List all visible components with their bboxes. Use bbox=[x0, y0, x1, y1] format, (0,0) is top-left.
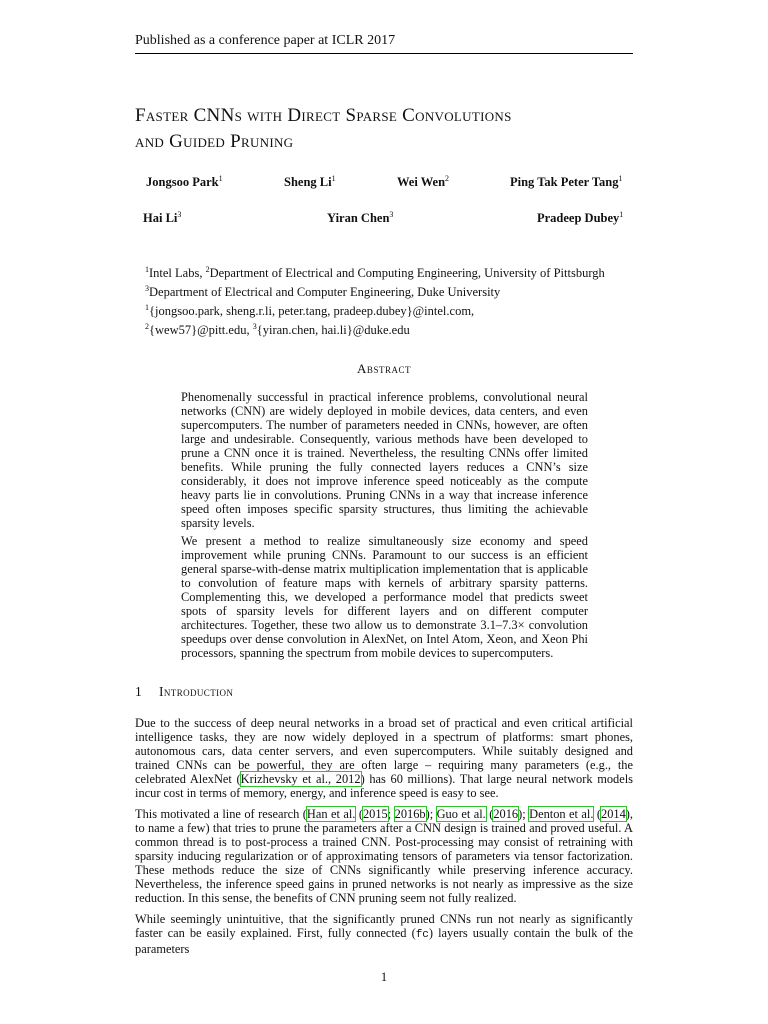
citation-link-denton-2014[interactable]: 2014 bbox=[601, 807, 626, 821]
citation-link-han-et-al[interactable]: Han et al. bbox=[306, 807, 356, 821]
abstract-heading: Abstract bbox=[357, 361, 411, 376]
citation-link-denton-et-al[interactable]: Denton et al. bbox=[529, 807, 594, 821]
page-number: 1 bbox=[380, 970, 388, 984]
author-yiran-chen: Yiran Chen$^3$ bbox=[327, 210, 394, 226]
citation-link-krizhevsky-2012[interactable]: Krizhevsky et al., 2012 bbox=[240, 772, 361, 786]
section-number: 1 bbox=[135, 684, 143, 699]
title-line-1: Faster CNNs with Direct Sparse Convolutions bbox=[135, 105, 512, 126]
title-line-2: and Guided Pruning bbox=[135, 131, 294, 152]
affiliations bbox=[145, 262, 645, 339]
paper-title bbox=[135, 103, 655, 155]
author-hai-li: Hai Li$^3$ bbox=[143, 210, 182, 226]
author-sheng-li: Sheng Li$^1$ bbox=[284, 174, 336, 190]
abstract-paragraph-2: We present a method to realize simultaneously size economy and speed improvement while pruning CNNs. Paramount to our success is an efficient general sparse-with-dense matrix multiplication implementation that is applicable to convolution of feature maps with kernels of arbitrary sparsity patterns. Complementing this, we developed a performance model that predicts sweet spots of sparsity levels for different layers and on different computer architectures. Together, these two allow us to demonstrate 3.1–7.3× convolution speedups over dense convolution in AlexNet, on Intel Atom, Xeon, and Xeon Phi processors, spanning the spectrum from mobile devices to supercomputers. bbox=[181, 534, 588, 660]
citation-link-guo-2016[interactable]: 2016 bbox=[493, 807, 519, 821]
intro-paragraph-1: Due to the success of deep neural networks in a broad set of practical and even critical artificial intelligence tasks, they are now widely deployed in a spectrum of platforms: smart phones, autonomous cars, data center servers, and even supercomputers. While suitably designed and trained CNNs can be powerful, they are often large – requiring many parameters (e.g., the celebrated AlexNet (Krizhevsky et al., 2012) has 60 millions). That large neural network models incur cost in terms of memory, energy, and inference speed is easy to see. bbox=[135, 716, 633, 800]
affiliation-email-line-1: $^1${jongsoo.park, sheng.r.li, peter.tang, pradeep.dubey}@intel.com, bbox=[145, 303, 475, 319]
running-header: Published as a conference paper at ICLR 2017 bbox=[135, 33, 633, 54]
intro-paragraph-3: While seemingly unintuitive, that the significantly pruned CNNs run not nearly as significantly faster can be easily explained. First, fully connected (fc) layers usually contain the bulk of the parameters bbox=[135, 912, 633, 956]
abstract-paragraph-1: Phenomenally successful in practical inference problems, convolutional neural networks (CNN) are widely deployed in mobile devices, data centers, and even supercomputers. The number of parameters needed in CNNs, however, are often large and undesirable. Consequently, various methods have been developed to prune a CNN once it is trained. Nevertheless, the resulting CNNs offer limited benefits. While pruning the fully connected layers reduces a CNN’s size considerably, it does not improve inference speed noticeably as the compute heavy parts lie in convolutions. Pruning CNNs in a way that increase inference speed often imposes specific sparsity structures, thus limiting the achievable sparsity levels. bbox=[181, 390, 588, 530]
citation-link-guo-et-al[interactable]: Guo et al. bbox=[436, 807, 486, 821]
affiliation-line-2: $^3$Department of Electrical and Computer Engineering, Duke University bbox=[145, 284, 501, 300]
citation-link-han-2016b[interactable]: 2016b bbox=[394, 807, 426, 821]
introduction-body bbox=[135, 716, 633, 963]
section-heading-introduction bbox=[135, 684, 233, 700]
affiliation-email-line-2: $^2${wew57}@pitt.edu, $^3${yiran.chen, hai.li}@duke.edu bbox=[145, 322, 410, 338]
author-ping-tak-peter-tang: Ping Tak Peter Tang$^1$ bbox=[510, 174, 623, 190]
citation-link-han-2015[interactable]: 2015 bbox=[362, 807, 388, 821]
author-pradeep-dubey: Pradeep Dubey$^1$ bbox=[537, 210, 624, 226]
author-jongsoo-park: Jongsoo Park$^1$ bbox=[146, 174, 223, 190]
author-wei-wen: Wei Wen$^2$ bbox=[397, 174, 450, 190]
affiliation-line-1: $^1$Intel Labs, $^2$Department of Electrical and Computing Engineering, University of Pittsburgh bbox=[145, 265, 605, 281]
intro-paragraph-2: This motivated a line of research (Han et al. (2015; 2016b); Guo et al. (2016); Denton et al. (2014), to name a few) that tries to prune the parameters after a CNN design is trained and proved useful. A common thread is to post-process a trained CNN. Post-processing may consist of retraining with sparsity inducing regularization or of approximating tensors of parameters via tensor factorization. These methods reduce the size of CNNs significantly while preserving inference accuracy. Nevertheless, the inference speed gains in pruned networks is not nearly as impressive as the size reduction. In this sense, the benefits of CNN pruning seem not fully realized. bbox=[135, 807, 634, 905]
inline-code-fc: fc bbox=[415, 929, 429, 941]
abstract-body bbox=[181, 390, 588, 664]
section-title: Introduction bbox=[159, 684, 234, 699]
